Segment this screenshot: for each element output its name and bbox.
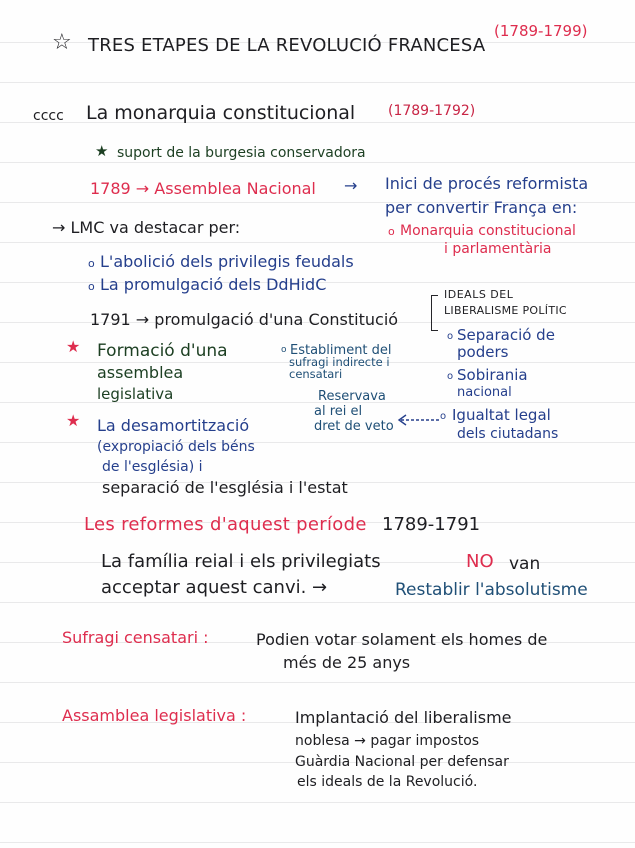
star-outline-icon: ☆ bbox=[52, 30, 72, 55]
ideals-bracket bbox=[431, 295, 438, 331]
desamort-3: de l'església) i bbox=[102, 459, 203, 475]
definition-term-1: Sufragi censatari : bbox=[62, 628, 209, 647]
ideal-2a: Sobirania bbox=[457, 366, 528, 384]
definition-2-line-2: noblesa → pagar impostos bbox=[295, 733, 480, 749]
definition-1-line-2: més de 25 anys bbox=[283, 653, 411, 672]
legislative-2: assemblea bbox=[97, 363, 184, 382]
point-bullet-2: o bbox=[88, 280, 95, 293]
result-bullet: o bbox=[388, 225, 395, 238]
suffrage-bullet: o bbox=[281, 345, 287, 355]
page-title: TRES ETAPES DE LA REVOLUCIÓ FRANCESA bbox=[88, 35, 486, 56]
ideal-bullet-3: o bbox=[440, 411, 447, 422]
desamort-1: La desamortització bbox=[97, 416, 250, 435]
result-line-1: Monarquia constitucional bbox=[400, 223, 576, 239]
ideal-2b: nacional bbox=[457, 385, 512, 400]
point-2: La promulgació dels DdHidC bbox=[100, 275, 327, 294]
definition-2-line-3: Guàrdia Nacional per defensar bbox=[295, 754, 509, 770]
ideal-3b: dels ciutadans bbox=[457, 426, 559, 442]
reform-text-2: per convertir França en: bbox=[385, 198, 578, 217]
assembly-line: 1789 → Assemblea Nacional bbox=[90, 179, 316, 198]
definition-1-line-1: Podien votar solament els homes de bbox=[256, 630, 548, 649]
star-filled-icon: ★ bbox=[66, 411, 81, 430]
section1-bullet: cccc bbox=[33, 108, 64, 124]
legislative-3: legislativa bbox=[97, 385, 174, 403]
ideal-3a: Igualtat legal bbox=[452, 406, 551, 424]
suffrage-2: sufragi indirecte i bbox=[289, 355, 390, 369]
ideal-1a: Separació de bbox=[457, 326, 555, 344]
definition-2-line-1: Implantació del liberalisme bbox=[295, 708, 512, 727]
reform-text-1: Inici de procés reformista bbox=[385, 174, 589, 193]
definition-term-2: Assamblea legislativa : bbox=[62, 706, 247, 725]
section2-line2-a: acceptar aquest canvi. → bbox=[101, 577, 328, 598]
ideals-title-2: LIBERALISME POLÍTIC bbox=[444, 304, 567, 317]
section2-line2-b: Restablir l'absolutisme bbox=[395, 580, 588, 600]
definition-2-line-4: els ideals de la Revolució. bbox=[297, 774, 478, 790]
result-line-2: i parlamentària bbox=[444, 241, 552, 257]
point-bullet-1: o bbox=[88, 257, 95, 270]
desamort-4: separació de l'església i l'estat bbox=[102, 478, 348, 497]
ideals-title-1: IDEALS DEL bbox=[444, 288, 514, 301]
veto-2: al rei el bbox=[314, 404, 363, 419]
desamort-2: (expropiació dels béns bbox=[97, 439, 255, 455]
section1-dates: (1789-1792) bbox=[388, 103, 476, 119]
reform-arrow: → bbox=[344, 176, 358, 195]
arrow-left-icon bbox=[396, 414, 440, 426]
veto-1: Reservava bbox=[318, 389, 386, 404]
section2-no: NO bbox=[466, 551, 494, 572]
section1-heading: La monarquia constitucional bbox=[86, 102, 356, 124]
ideal-bullet-1: o bbox=[447, 331, 454, 342]
section2-dates: 1789-1791 bbox=[382, 514, 481, 535]
section2-line1-b: van bbox=[509, 554, 541, 574]
title-dates: (1789-1799) bbox=[494, 22, 588, 40]
star-filled-icon: ★ bbox=[66, 337, 81, 356]
suffrage-3: censatari bbox=[289, 367, 343, 381]
star-filled-icon: ★ bbox=[95, 142, 109, 160]
point-1: L'abolició dels privilegis feudals bbox=[100, 252, 354, 271]
constitution-line: 1791 → promulgació d'una Constitució bbox=[90, 310, 399, 329]
legislative-1: Formació d'una bbox=[97, 341, 228, 361]
suffrage-1: Establiment del bbox=[290, 343, 392, 358]
ideal-1b: poders bbox=[457, 343, 509, 361]
support-text: suport de la burgesia conservadora bbox=[117, 145, 366, 161]
ideal-bullet-2: o bbox=[447, 371, 454, 382]
section2-heading: Les reformes d'aquest període bbox=[84, 514, 367, 535]
section2-line1-a: La família reial i els privilegiats bbox=[101, 551, 381, 572]
veto-3: dret de veto bbox=[314, 419, 394, 434]
lmc-line: → LMC va destacar per: bbox=[52, 218, 241, 237]
